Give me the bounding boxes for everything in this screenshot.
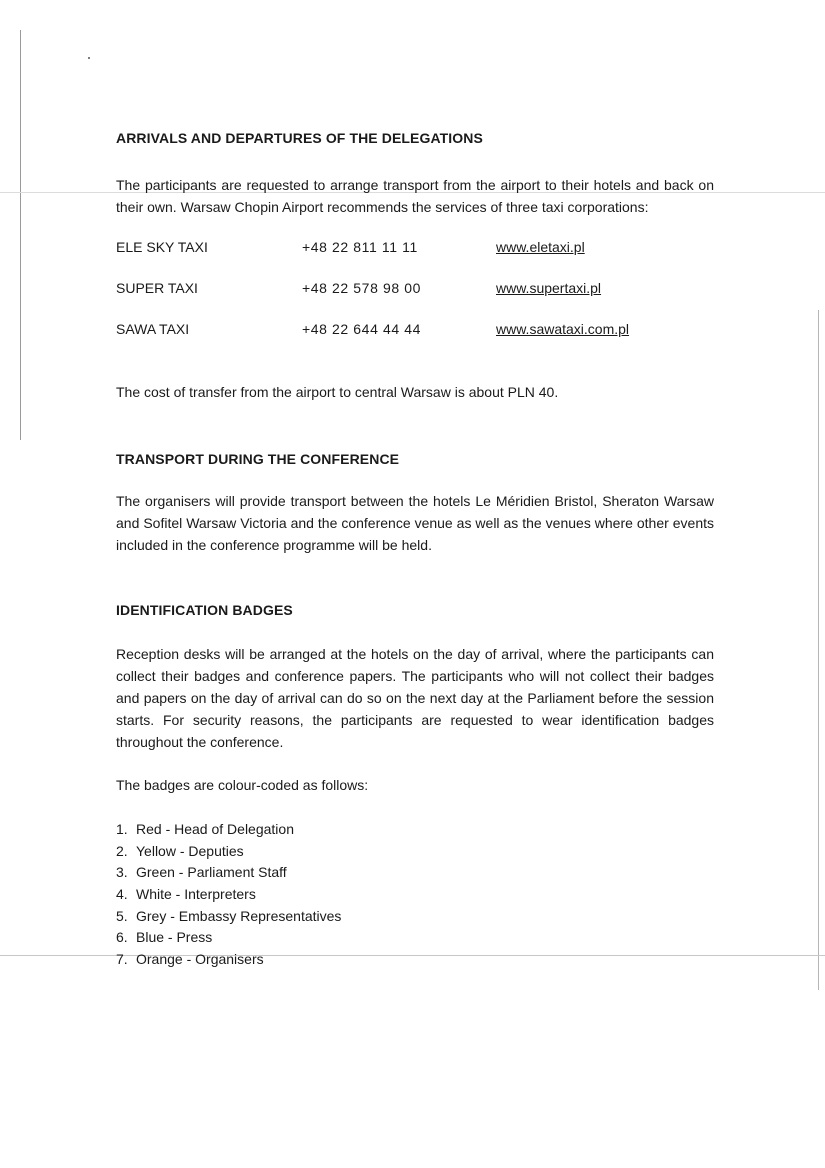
scan-edge-right bbox=[818, 310, 819, 990]
taxi-link[interactable]: www.sawataxi.com.pl bbox=[496, 321, 630, 337]
taxi-row bbox=[116, 318, 716, 359]
taxi-name: SAWA TAXI bbox=[116, 321, 190, 337]
badges-body: Reception desks will be arranged at the hotels on the day of arrival, where the participants can collect their badges and conference papers. The participants who will not collect their badges and papers on the day of arrival can do so on the next day at the Parliament before the session starts. For security reasons, the participants are requested to wear identification badges throughout the conference. bbox=[116, 646, 714, 750]
transport-body: The organisers will provide transport between the hotels Le Méridien Bristol, Sheraton Warsaw and Sofitel Warsaw Victoria and the conference venue as well as the venues where other events included in the conference programme will be held. bbox=[116, 493, 714, 553]
list-item bbox=[116, 906, 341, 928]
list-number: 5. bbox=[116, 907, 128, 924]
taxi-link[interactable]: www.supertaxi.pl bbox=[496, 280, 602, 296]
list-item bbox=[116, 841, 341, 863]
section-heading-transport: TRANSPORT DURING THE CONFERENCE bbox=[116, 451, 400, 467]
list-number: 1. bbox=[116, 821, 128, 837]
list-text: Orange - Organisers bbox=[136, 951, 264, 968]
badge-colour-list bbox=[116, 819, 341, 971]
badges-list-intro: The badges are colour-coded as follows: bbox=[116, 777, 369, 793]
section-heading-arrivals: ARRIVALS AND DEPARTURES OF THE DELEGATIONS bbox=[116, 130, 483, 146]
list-text: Grey - Embassy Representatives bbox=[136, 907, 342, 924]
list-item bbox=[116, 927, 341, 949]
list-number: 6. bbox=[116, 929, 128, 946]
scan-edge-left bbox=[20, 30, 21, 440]
transfer-cost-note: The cost of transfer from the airport to central Warsaw is about PLN 40. bbox=[116, 384, 559, 400]
list-text: Yellow - Deputies bbox=[136, 842, 244, 859]
list-number: 3. bbox=[116, 864, 128, 881]
taxi-table bbox=[116, 236, 716, 359]
list-item bbox=[116, 949, 341, 971]
list-item bbox=[116, 884, 341, 906]
taxi-phone: +48 22 578 98 00 bbox=[302, 280, 421, 296]
list-text: White - Interpreters bbox=[136, 886, 256, 903]
section-heading-badges: IDENTIFICATION BADGES bbox=[116, 602, 293, 618]
scan-speck bbox=[88, 57, 90, 59]
taxi-name: SUPER TAXI bbox=[116, 280, 198, 296]
list-item bbox=[116, 819, 341, 841]
arrivals-intro: The participants are requested to arrange transport from the airport to their hotels and back on their own. Warsaw Chopin Airport recommends the services of three taxi corporations: bbox=[116, 177, 714, 215]
taxi-name: ELE SKY TAXI bbox=[116, 239, 208, 255]
taxi-row bbox=[116, 236, 716, 277]
list-text: Blue - Press bbox=[136, 929, 213, 946]
taxi-phone: +48 22 811 11 11 bbox=[302, 239, 418, 255]
taxi-link[interactable]: www.eletaxi.pl bbox=[496, 239, 585, 255]
list-text: Green - Parliament Staff bbox=[136, 864, 287, 881]
list-text: Red - Head of Delegation bbox=[136, 821, 294, 837]
list-number: 7. bbox=[116, 951, 128, 968]
taxi-row bbox=[116, 277, 716, 318]
list-number: 4. bbox=[116, 886, 128, 903]
list-number: 2. bbox=[116, 842, 128, 859]
list-item bbox=[116, 862, 341, 884]
taxi-phone: +48 22 644 44 44 bbox=[302, 321, 421, 337]
